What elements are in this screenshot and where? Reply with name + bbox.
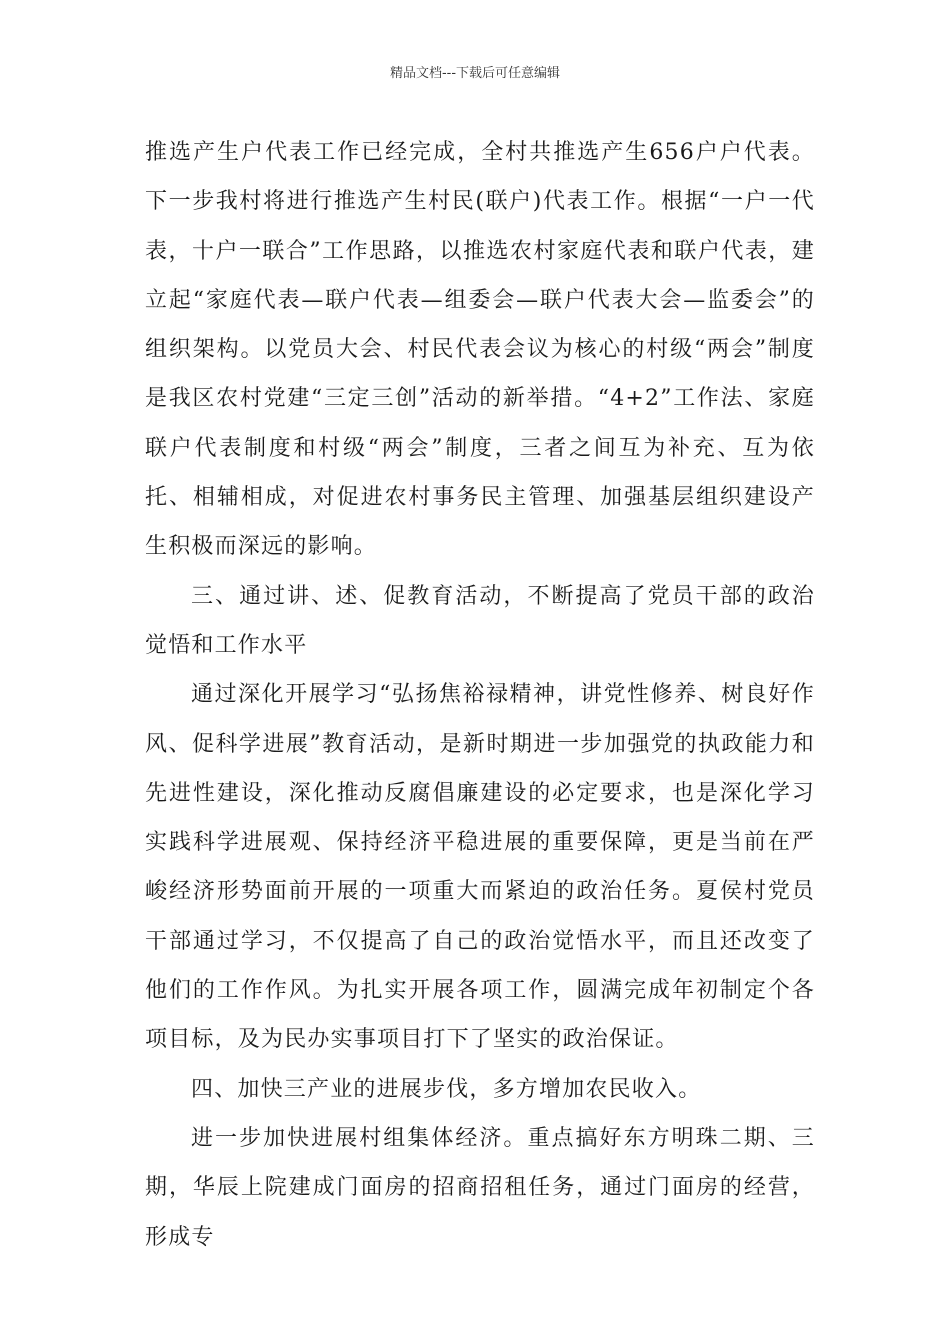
paragraph-household-representatives: 推选产生户代表工作已经完成，全村共推选产生656户户代表。下一步我村将进行推选产生村民(联户)代表工作。根据“一户一代表，十户一联合”工作思路，以推选农村家庭代表和联户代表，建立起“家庭代表—联户代表—组委会—联户代表大会—监委会”的组织架构。以党员大会、村民代表会议为核心的村级“两会”制度是我区农村党建“三定三创”活动的新举措。“4+2”工作法、家庭联户代表制度和村级“两会”制度，三者之间互为补充、互为依托、相辅相成，对促进农村事务民主管理、加强基层组织建设产生积极而深远的影响。 [145, 140, 815, 560]
section-heading-three: 三、通过讲、述、促教育活动，不断提高了党员干部的政治觉悟和工作水平 [145, 583, 815, 658]
paragraph-education-activities: 通过深化开展学习“弘扬焦裕禄精神，讲党性修养、树良好作风、促科学进展”教育活动，是新时期进一步加强党的执政能力和先进性建设，深化推动反腐倡廉建设的必定要求，也是深化学习实践科学进展观、保持经济平稳进展的重要保障，更是当前在严峻经济形势面前开展的一项重大而紧迫的政治任务。夏侯村党员干部通过学习，不仅提高了自己的政治觉悟水平，而且还改变了他们的工作作风。为扎实开展各项工作，圆满完成年初制定个各项目标，及为民办实事项目打下了坚实的政治保证。 [145, 682, 815, 1053]
document-body [145, 128, 815, 1262]
page-header: 精品文档---下载后可任意编辑 [389, 66, 561, 81]
section-heading-four: 四、加快三产业的进展步伐，多方增加农民收入。 [191, 1076, 702, 1102]
paragraph-collective-economy: 进一步加快进展村组集体经济。重点搞好东方明珠二期、三期，华辰上院建成门面房的招商招租任务，通过门面房的经营，形成专 [145, 1125, 815, 1250]
